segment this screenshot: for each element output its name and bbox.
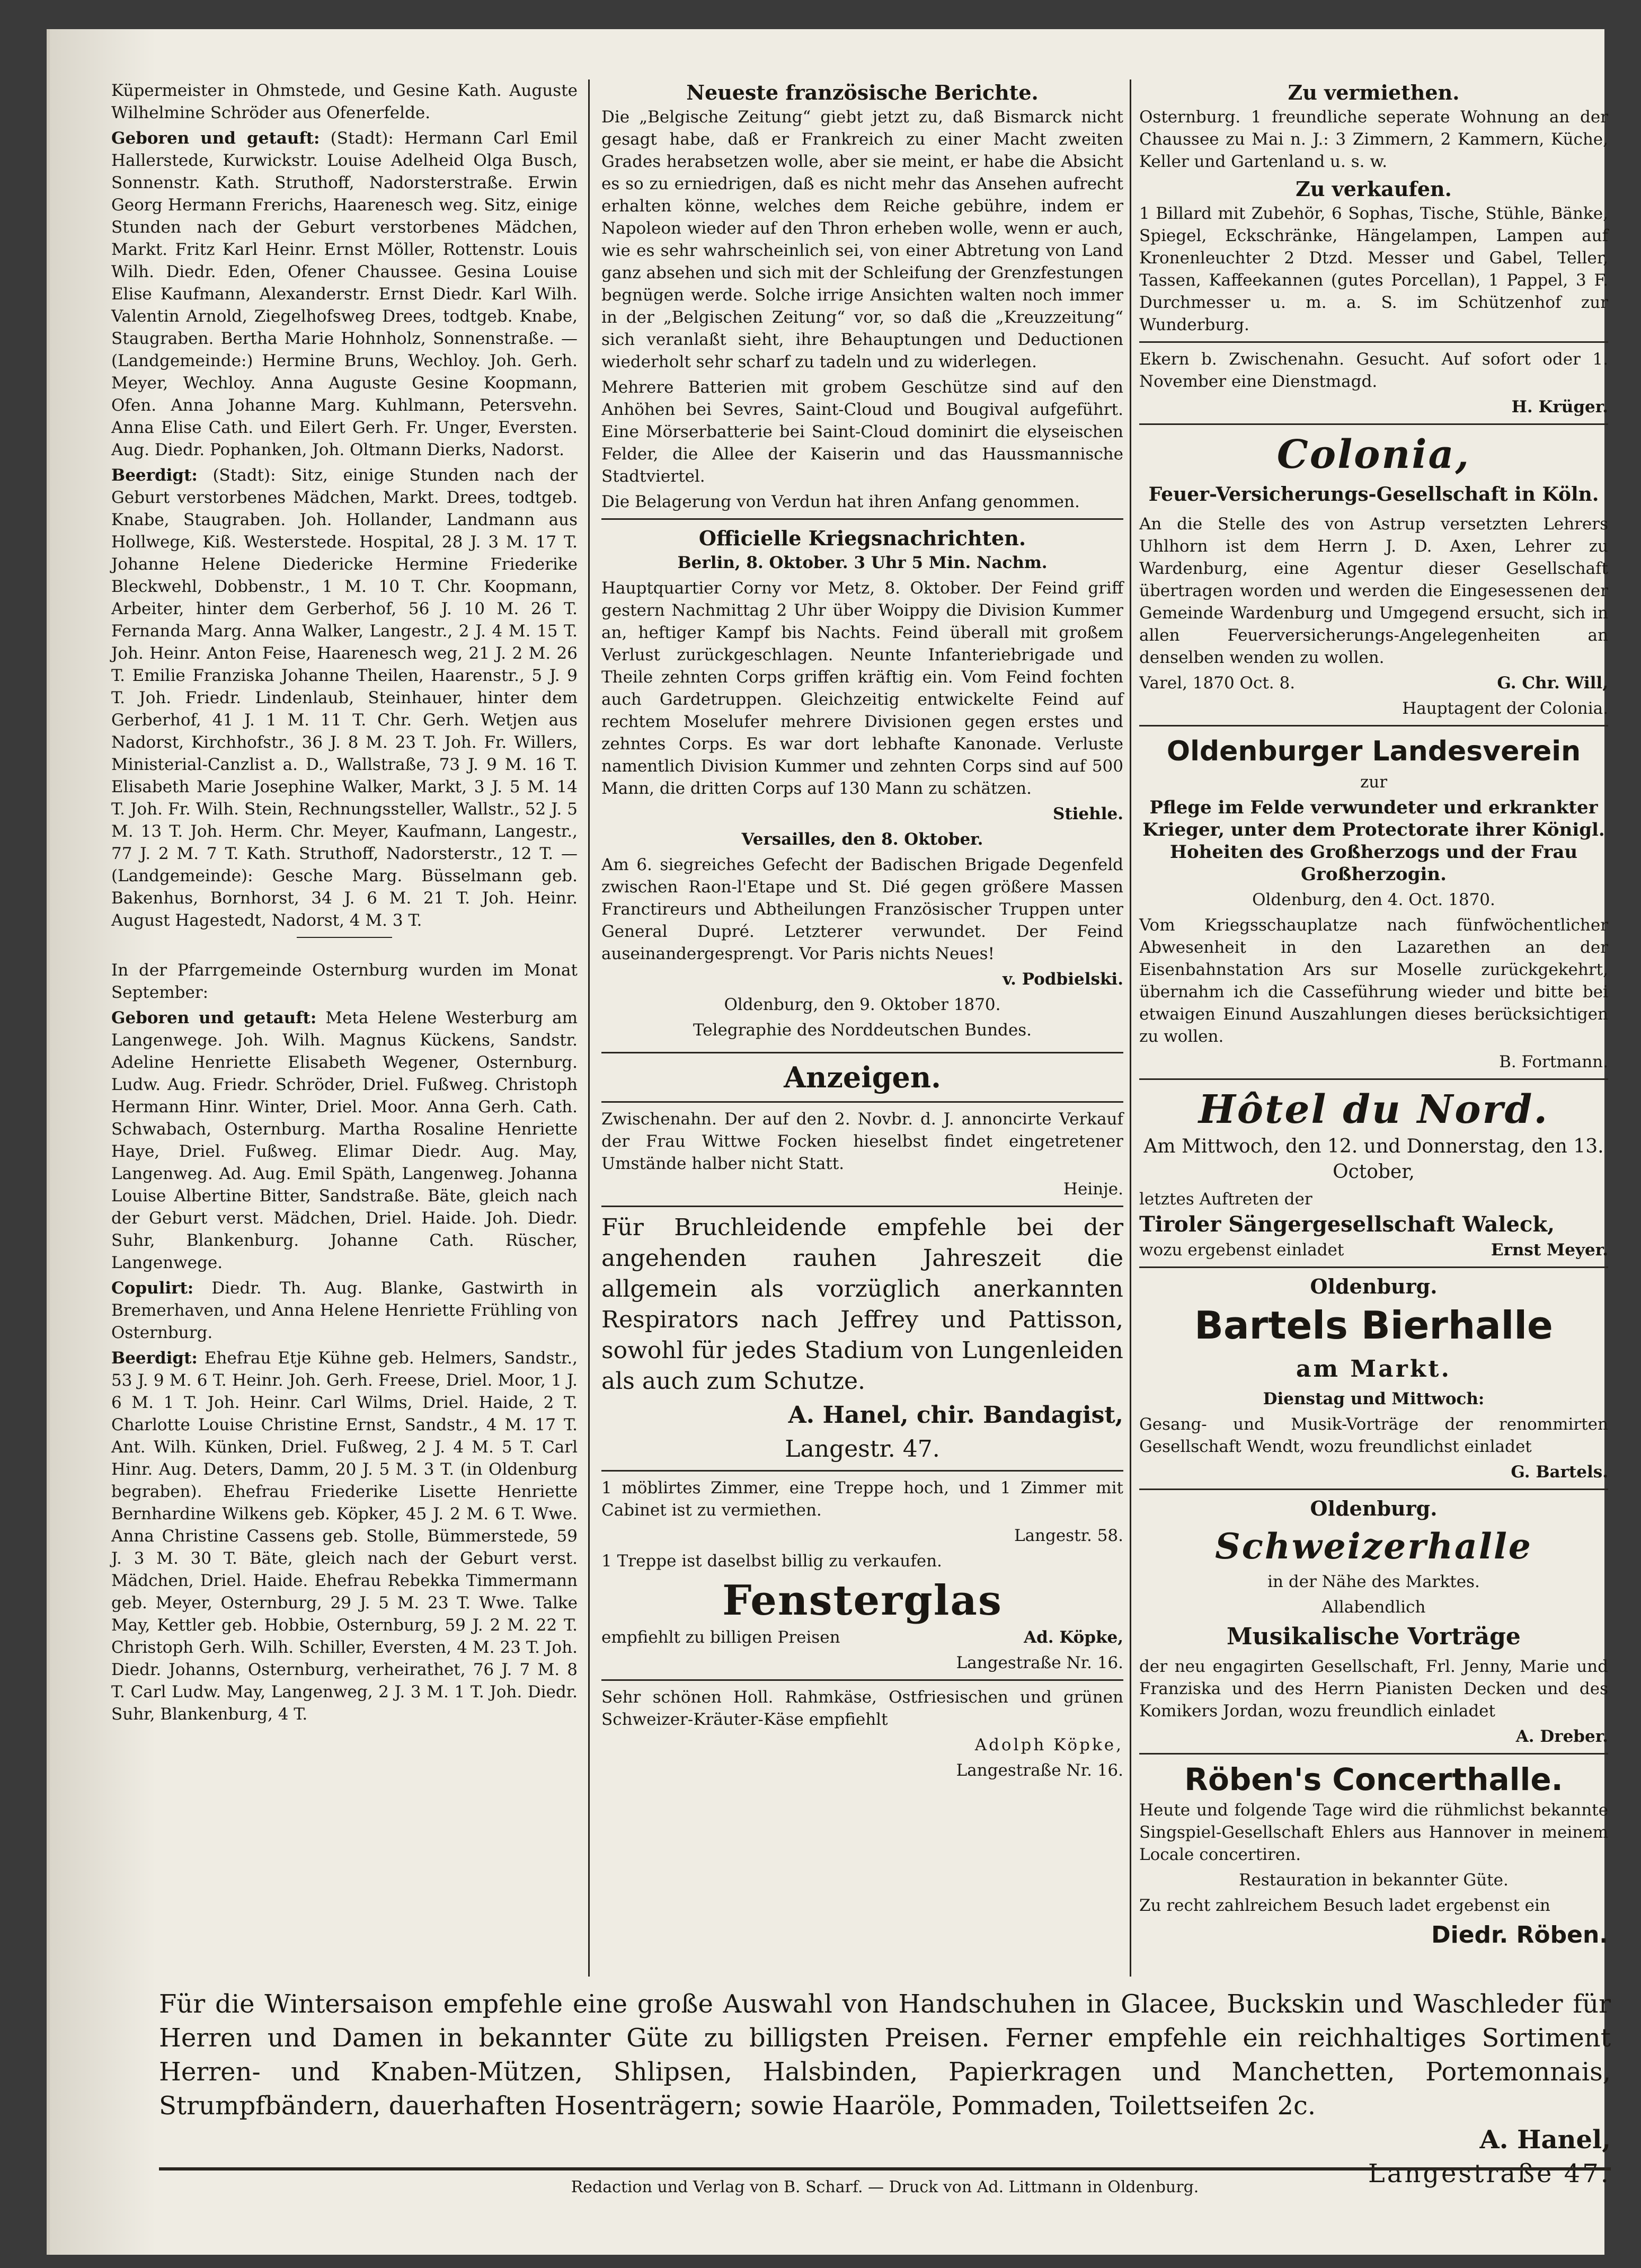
landesverein-subtitle: Pflege im Felde verwundeter und erkrankter Krieger, unter dem Protectorate ihrer Königl. Hoheiten des Großherzogs und der Frau Großherzogin. [1142,797,1605,885]
telegraph-line: Telegraphie des Norddeutschen Bundes. [693,1021,1032,1040]
ad-respirators: Für Bruchleidende empfehle bei der angehenden rauhen Jahreszeit die allgemein als vorzüglich anerkannten Respirators nach Jeffrey und Pattisson, sowohl für jedes Stadium von Lungenleiden als auch zum Schutze. [601,1214,1123,1395]
births-text: (Stadt): Hermann Carl Emil Hallerstede, Kurwickstr. Louise Adelheid Olga Busch, Sonnenstr. Kath. Struthoff, Nadorsterstraße. Erwin Georg Hermann Frerichs, Haarenesch weg. Sitz, einige Stunden nach der Geburt verstorbenes Mädchen, Markt. Fritz Karl Heinr. Ernst Möller, Rottenstr. Louis Wilh. Diedr. Eden, Ofener Chaussee. Gesina Louise Elise Kaufmann, Alexanderstr. Ernst Diedr. Karl Wilh. Valentin Arnold, Ziegelhofsweg Drees, todtgeb. Knabe, Staugraben. Bertha Marie Hohnholz, Sonnenstraße. — (Landgemeinde:) Hermine Bruns, Wechloy. Joh. Gerh. Meyer, Wechloy. Anna Auguste Gesine Koopmann, Ofen. Anna Johanne Marg. Kuhlmann, Petersvehn. Anna Elise Cath. und Eilert Gerh. Fr. Unger, Eversten. Aug. Diedr. Pophanken, Joh. Oltmann Dierks, Nadorst. [111,129,578,459]
gloves-signature: A. Hanel, [1479,2125,1611,2155]
bartels-subtitle: am Markt. [1296,1356,1451,1383]
colonia-text: An die Stelle des von Astrup versetzten Lehrers Uhlhorn ist dem Herrn J. D. Axen, Lehrer zu Wardenburg, eine Agentur dieser Gesellschaft übertragen worden und werden die Eingesessenen der Gemeinde Wardenburg und Umgegend ersucht, sich in allen Feuerversicherungs-Angelegenheiten an denselben wenden zu wollen. [1139,515,1608,667]
column-2 [601,79,1123,1785]
burials2-heading: Beerdigt: [111,1349,198,1368]
divider [601,1052,1123,1053]
marriages-osternburg [111,1277,578,1344]
burials-heading: Beerdigt: [111,466,198,485]
divider [1139,1266,1608,1268]
sale-heading: Zu verkaufen. [1296,177,1452,201]
war-news-heading: Officielle Kriegsnachrichten. [698,526,1026,550]
column-rule-1 [588,79,590,1977]
colonia-date-line [1139,672,1608,694]
fensterglas-address: Langestraße Nr. 16. [956,1653,1123,1672]
burials2-text: Ehefrau Etje Kühne geb. Helmers, Sandstr., 53 J. 9 M. 6 T. Heinr. Joh. Gerh. Freese, Driel. Moor, 1 J. 6 M. 1 T. Joh. Heinr. Carl Wilms, Driel. Haide, 2 T. Charlotte Louise Christine Ernst, Sandstr., 4 M. 17 T. Ant. Wilh. Künken, Driel. Fußweg, 2 J. 4 M. 5 T. Carl Hinr. Aug. Deters, Damm, 20 J. 5 M. 3 T. (in Oldenburg begraben). Ehefrau Friederike Lisette Henriette Bernhardine Wilkens geb. Köpker, 45 J. 2 M. 6 T. Wwe. Anna Christine Cassens geb. Stolle, Bümmerstede, 59 J. 3 M. 30 T. Bäte, gleich nach der Geburt verst. Mädchen, Driel. Haide. Ehefrau Rebekka Timmermann geb. Meyer, Osternburg, 29 J. 5 M. 23 T. Wwe. Talke May, Kettler geb. Hobbie, Osternburg, 59 J. 2 M. 22 T. Christoph Gerh. Wilh. Schiller, Eversten, 4 M. 23 T. Joh. Diedr. Johanns, Osternburg, verheirathet, 76 J. 7 M. 8 T. Carl Ludw. May, Langenweg, 2 J. 3 M. 1 T. Joh. Diedr. Suhr, Blankenburg, 4 T. [111,1349,578,1724]
schweizerhalle-location: in der Nähe des Marktes. [1267,1572,1480,1591]
ad-cheese: Sehr schönen Holl. Rahmkäse, Ostfriesischen und grünen Schweizer-Kräuter-Käse empfiehlt [601,1688,1123,1729]
gloves-advertisement [159,1987,1611,2191]
ad-zwischenahn: Zwischenahn. Der auf den 2. Novbr. d. J. annoncirte Verkauf der Frau Wittwe Focken hieselbst findet eingetretener Umstände halber nicht Statt. [601,1110,1123,1173]
ad-cheese-signature: Adolph Köpke, [974,1735,1123,1755]
schweizerhalle-city: Oldenburg. [1310,1496,1438,1520]
rent-text: Osternburg. 1 freundliche seperate Wohnung an der Chaussee zu Mai n. J.: 3 Zimmern, 2 Kammern, Küche, Keller und Gartenland u. s. w. [1139,108,1608,171]
ad-room-extra: 1 Treppe ist daselbst billig zu verkaufen. [601,1552,942,1571]
landesverein-date: Oldenburg, den 4. Oct. 1870. [1252,890,1495,909]
schweizerhalle-program: Musikalische Vorträge [1227,1623,1521,1650]
roeben-heading: Röben's Concerthalle. [1184,1761,1563,1797]
hotel-du-nord-signature: Ernst Meyer. [1491,1241,1608,1260]
burials-text: (Stadt): Sitz, einige Stunden nach der Geburt verstorbenes Mädchen, Markt. Drees, todtgeb. Knabe, Staugraben. Joh. Hollander, Landmann aus Hollwege, Kiß. Westerstede. Hospital, 28 J. 3 M. 17 T. Johanne Helene Diedericke Hermine Friederike Bleckwehl, Dobbenstr., 1 M. 10 T. Chr. Koopmann, Arbeiter, hinter dem Gerberhof, 56 J. 10 M. 26 T. Fernanda Marg. Anna Walker, Langestr., 2 J. 4 M. 15 T. Joh. Heinr. Anton Feise, Haarenesch weg, 21 J. 2 M. 26 T. Emilie Franziska Johanne Theilen, Haarenstr., 5 J. 9 T. Joh. Friedr. Lindenlaub, Steinhauer, hinter dem Gerberhof, 41 J. 1 M. 11 T. Chr. Gerh. Wetjen aus Nadorst, Kirchhofstr., 36 J. 8 M. 23 T. Joh. Fr. Willers, Ministerial-Canzlist a. D., Wallstraße, 73 J. 9 M. 16 T. Elisabeth Marie Josephine Walker, Markt, 3 J. 5 M. 14 T. Joh. Fr. Wilh. Stein, Rechnungssteller, Wallstr., 52 J. 5 M. 13 T. Joh. Herm. Chr. Meyer, Kaufmann, Langestr., 77 J. 2 M. 7 T. Kath. Struthoff, Nadorsterstr., 12 T. — (Landgemeinde): Gesche Marg. Büsselmann geb. Bakenhus, Bornhorst, 34 J. 6 M. 21 T. Joh. Heinr. August Hagestedt, Nadorst, 4 M. 3 T. [111,466,578,930]
french-p1: Die „Belgische Zeitung“ giebt jetzt zu, daß Bismarck nicht gesagt habe, daß er Frankreich zu einer Macht zweiten Grades herabsetzen wolle, aber sie meint, er habe die Absicht es so zu erniedrigen, daß es nicht mehr das Ansehen aufrecht erhalten könne, welches dem Reiche gebühre, indem er Napoleon wieder auf den Thron erheben wolle, wenn er auch, wie es sehr wahrscheinlich sei, von einer Abtretung von Land ganz absehen und sich mit der Schleifung der Grenzfestungen begnügen werde. Solche irrige Ansichten walten noch immer in der „Belgischen Zeitung“ vor, so daß die „Kreuzzeitung“ sich veranlaßt sieht, ihre Behauptungen und Deductionen wiederholt sehr scharf zu tadeln und zu widerlegen. [601,108,1123,371]
divider [601,1679,1123,1681]
roeben-signature: Diedr. Röben. [1431,1921,1608,1948]
ads-heading: Anzeigen. [784,1060,941,1094]
divider [1139,1489,1608,1490]
births-heading: Geboren und getauft: [111,129,320,148]
bartels-days: Dienstag und Mittwoch: [1263,1389,1485,1408]
births2-text: Meta Helene Westerburg am Langenwege. Joh. Wilh. Magnus Kückens, Sandstr. Adeline Henriette Elisabeth Wegener, Osternburg. Ludw. Aug. Friedr. Schröder, Driel. Fußweg. Christoph Hermann Hinr. Winter, Driel. Moor. Anna Gerh. Cath. Schwabach, Osternburg. Martha Rosaline Henriette Haye, Driel. Fußweg. Elimar Diedr. Aug. May, Langenweg. Ad. Aug. Emil Späth, Langenweg. Johanna Louise Albertine Bitter, Sandstraße. Bäte, gleich nach der Geburt verst. Mädchen, Driel. Haide. Joh. Diedr. Suhr, Blankenburg. Johanne Cath. Rüscher, Langenwege. [111,1008,578,1272]
copulirt-text: Diedr. Th. Aug. Blanke, Gastwirth in Bremerhaven, und Anna Helene Henriette Frühling von Osternburg. [111,1279,578,1342]
hotel-du-nord-troupe: Tiroler Sängergesellschaft Waleck, [1139,1212,1555,1237]
ad-room: 1 möblirtes Zimmer, eine Treppe hoch, und 1 Zimmer mit Cabinet ist zu vermiethen. [601,1478,1123,1520]
landesverein-heading: Oldenburger Landesverein [1166,736,1581,767]
divider [1139,1753,1608,1755]
divider [1139,423,1608,425]
landesverein-text: Vom Kriegsschauplatze nach fünfwöchentlicher Abwesenheit in den Lazarethen an der Eisenbahnstation Ars sur Moselle zurückgekehrt, übernahm ich die Casseführung wieder und bitte bei etwaigen Einund Auszahlungen dieses berücksichtigen zu wollen. [1139,916,1608,1046]
ad-respirators-address: Langestr. 47. [785,1436,940,1463]
bartels-city: Oldenburg. [1310,1274,1438,1298]
divider [601,518,1123,520]
ad-cheese-address: Langestraße Nr. 16. [956,1761,1123,1780]
schweizerhalle-nightly: Allabendlich [1321,1598,1426,1617]
war-news-text: Hauptquartier Corny vor Metz, 8. Oktober. Der Feind griff gestern Nachmittag 2 Uhr über Woippy die Division Kummer an, heftiger Kampf bis Nachts. Feind überall mit großem Verlust zurückgeschlagen. Neunte Infanteriebrigade und Theile zehnten Corps griffen kräftig ein. Vom Feind fochten auch Gardetruppen. Gleichzeitig entwickelte Feind auf rechtem Moselufer mehrere Divisionen gegen erstes und zehntes Corps. Es war dort lebhafte Kanonade. Verluste namentlich Division Kummer und zehnten Corps sind auf 500 Mann, die dritten Corps auf 130 Mann zu schätzen. [601,579,1123,798]
column-rule-2 [1130,79,1131,1977]
fensterglas-signature: Ad. Köpke, [1024,1628,1123,1647]
imprint-text: Redaction und Verlag von B. Scharf. — Druck von Ad. Littmann in Oldenburg. [571,2178,1199,2196]
colonia-signature: G. Chr. Will, [1497,674,1608,693]
versailles-heading: Versailles, den 8. Oktober. [741,830,983,849]
french-p3: Die Belagerung von Verdun hat ihren Anfang genommen. [601,492,1080,511]
schweizerhalle-signature: A. Dreber. [1515,1727,1608,1746]
bartels-text: Gesang- und Musik-Vorträge der renommirten Gesellschaft Wendt, wozu freundlichst einladet [1139,1415,1608,1456]
births-city [111,127,578,461]
ad-zwischenahn-signature: Heinje. [1063,1180,1123,1199]
hotel-du-nord-dates: Am Mittwoch, den 12. und Donnerstag, den 13. October, [1143,1136,1604,1183]
hotel-du-nord-line2: letztes Auftreten der [1139,1190,1312,1209]
burials-city [111,464,578,932]
schweizerhalle-heading: Schweizerhalle [1215,1526,1532,1567]
hotel-du-nord-invite: wozu ergebenst einladet [1139,1241,1344,1260]
french-reports-heading: Neueste französische Berichte. [686,81,1039,104]
schweizerhalle-text: der neu engagirten Gesellschaft, Frl. Jenny, Marie und Franziska und des Herrn Pianisten Decken und des Komikers Jordan, wozu freundlich einladet [1139,1657,1608,1721]
war-news-signature: Stiehle. [1052,804,1123,823]
versailles-text: Am 6. siegreiches Gefecht der Badischen Brigade Degenfeld zwischen Raon-l'Etape und St. Dié gegen größere Massen Franctireurs und Abtheilungen Französischer Truppen unter General Dupré. Letzterer verwundet. Der Feind auseinandergesprengt. Vor Paris nichts Neues! [601,855,1123,963]
roeben-text: Heute und folgende Tage wird die rühmlichst bekannte Singspiel-Gesellschaft Ehlers aus Hannover in meinem Locale concertiren. [1139,1801,1608,1864]
landesverein-signature: B. Fortmann. [1499,1052,1608,1071]
wanted-text: Ekern b. Zwischenahn. Gesucht. Auf sofort oder 1. November eine Dienstmagd. [1139,350,1608,391]
divider [601,1470,1123,1472]
versailles-signature: v. Podbielski. [1003,970,1123,989]
column-1 [111,79,578,1729]
births-osternburg [111,1007,578,1274]
wanted-signature: H. Krüger. [1511,397,1608,417]
colonia-signature-title: Hauptagent der Colonia. [1402,699,1608,718]
burials-osternburg [111,1347,578,1725]
divider [1139,1078,1608,1080]
hotel-du-nord-invite-line [1139,1239,1608,1261]
roeben-invite: Zu recht zahlreichem Besuch ladet ergebenst ein [1139,1896,1550,1915]
copulirt-heading: Copulirt: [111,1279,194,1298]
colonia-date: Varel, 1870 Oct. 8. [1139,674,1296,693]
gloves-address: Langestraße 47. [1368,2159,1611,2189]
divider [601,1101,1123,1103]
column-3 [1139,79,1608,1954]
bartels-signature: G. Bartels. [1511,1463,1608,1482]
landesverein-zur: zur [1360,773,1388,792]
colonia-subtitle: Feuer-Versicherungs-Gesellschaft in Köln. [1148,483,1599,506]
oldenburg-dateline: Oldenburg, den 9. Oktober 1870. [724,995,1001,1014]
colonia-heading: Colonia, [1276,432,1471,477]
fensterglas-heading: Fensterglas [722,1576,1003,1625]
sale-text: 1 Billard mit Zubehör, 6 Sophas, Tische, Stühle, Bänke, Spiegel, Eckschränke, Hängelampen, Lampen auf Kronenleuchter 2 Dtzd. Messer und Gabel, Teller, Tassen, Kaffeekannen (gutes Porcellan), 1 Pappel, 3 F. Durchmesser u. m. a. S. im Schützenhof zur Wunderburg. [1139,204,1608,334]
ad-respirators-signature: A. Hanel, chir. Bandagist, [788,1402,1123,1429]
divider [297,937,392,938]
fensterglas-text [601,1626,1123,1649]
divider [1139,341,1608,343]
hotel-du-nord-heading: Hôtel du Nord. [1198,1087,1549,1132]
roeben-restaurant: Restauration in bekannter Güte. [1239,1871,1509,1890]
divider [1139,725,1608,727]
ad-room-address: Langestr. 58. [1014,1526,1123,1545]
french-p2: Mehrere Batterien mit grobem Geschütze sind auf den Anhöhen bei Sevres, Saint-Cloud und Bougival aufgeführt. Eine Mörserbatterie bei Saint-Cloud dominirt die elyseischen Felder, die Allee der Kaiserin und das Haussmannische Stadtviertel. [601,378,1123,486]
gloves-text: Für die Wintersaison empfehle eine große Auswahl von Handschuhen in Glacee, Buckskin und Waschleder für Herren und Damen in bekannter Güte zu billigsten Preisen. Ferner empfehle ein reichhaltiges Sortiment Herren- und Knaben-Mützen, Shlipsen, Halsbinden, Papierkragen und Manchetten, Portemonnais, Strumpfbändern, dauerhaften Hosenträgern; sowie Haaröle, Pommaden, Toilettseifen 2c. [159,1989,1611,2121]
bartels-heading: Bartels Bierhalle [1194,1303,1553,1348]
imprint-footer [159,2167,1611,2196]
fensterglas-desc: empfiehlt zu billigen Preisen [601,1628,840,1647]
births2-heading: Geboren und getauft: [111,1008,317,1027]
marriage-continuation: Küpermeister in Ohmstede, und Gesine Kath. Auguste Wilhelmine Schröder aus Ofenerfelde. [111,81,578,122]
divider [601,1206,1123,1207]
war-news-dateline: Berlin, 8. Oktober. 3 Uhr 5 Min. Nachm. [677,553,1048,572]
rent-heading: Zu vermiethen. [1288,81,1460,104]
osternburg-intro: In der Pfarrgemeinde Osternburg wurden im Monat September: [111,961,578,1002]
